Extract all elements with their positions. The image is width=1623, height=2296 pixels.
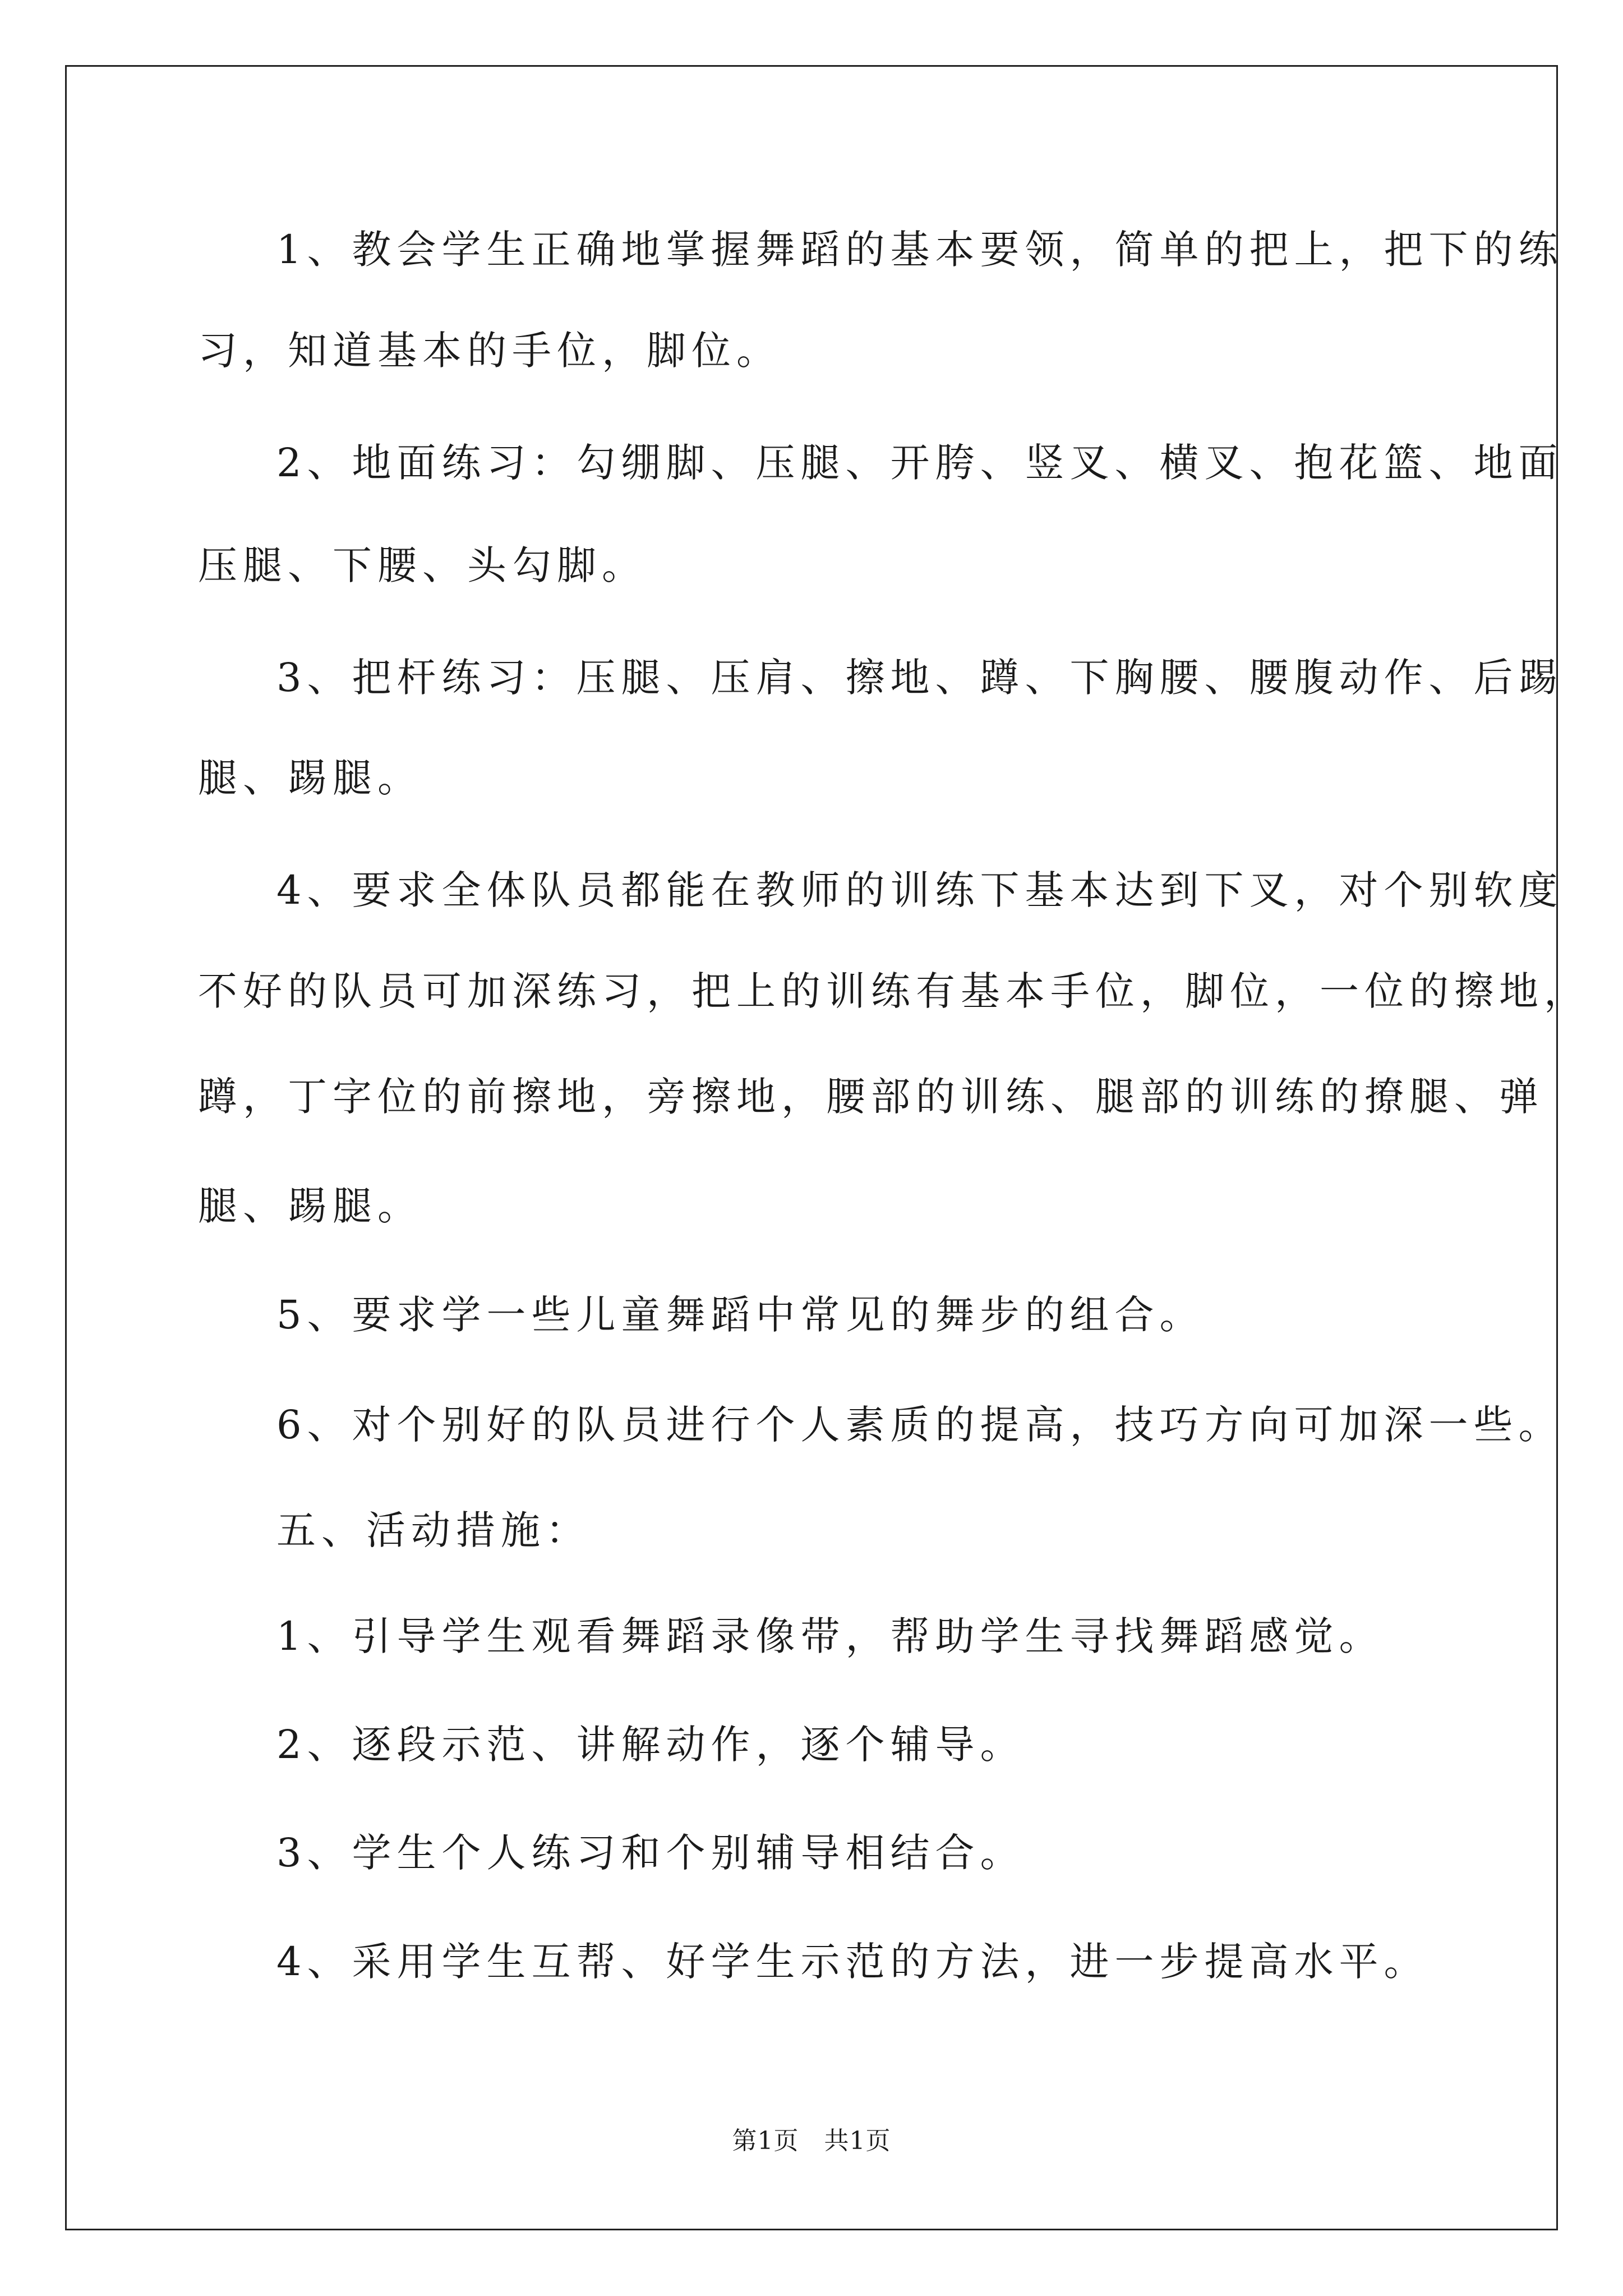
measure-2: 2、逐段示范、讲解动作，逐个辅导。 — [276, 1722, 1025, 1768]
measure-4: 4、采用学生互帮、好学生示范的方法，进一步提高水平。 — [276, 1939, 1429, 1985]
measure-3: 3、学生个人练习和个别辅导相结合。 — [276, 1830, 1025, 1876]
paragraph-4-line-3: 蹲，丁字位的前擦地，旁擦地，腰部的训练、腿部的训练的撩腿、弹 — [198, 1074, 1544, 1120]
paragraph-6-line-1: 6、对个别好的队员进行个人素质的提高，技巧方向可加深一些。 — [276, 1402, 1564, 1448]
paragraph-4-line-4: 腿、踢腿。 — [198, 1183, 422, 1229]
page-border — [65, 65, 1558, 2230]
paragraph-3-line-1: 3、把杆练习：压腿、压肩、擦地、蹲、下胸腰、腰腹动作、后踢 — [276, 655, 1564, 701]
measure-1: 1、引导学生观看舞蹈录像带，帮助学生寻找舞蹈感觉。 — [276, 1613, 1384, 1659]
section-heading: 五、活动措施： — [276, 1507, 591, 1553]
paragraph-2-line-1: 2、地面练习：勾绷脚、压腿、开胯、竖叉、横叉、抱花篮、地面 — [276, 440, 1564, 486]
paragraph-3-line-2: 腿、踢腿。 — [198, 755, 422, 801]
paragraph-1-line-2: 习，知道基本的手位，脚位。 — [198, 328, 781, 374]
paragraph-2-line-2: 压腿、下腰、头勾脚。 — [198, 542, 647, 588]
paragraph-5-line-1: 5、要求学一些儿童舞蹈中常见的舞步的组合。 — [276, 1292, 1205, 1338]
paragraph-4-line-2: 不好的队员可加深练习，把上的训练有基本手位，脚位，一位的擦地， — [198, 968, 1589, 1014]
paragraph-4-line-1: 4、要求全体队员都能在教师的训练下基本达到下叉，对个别软度 — [276, 867, 1564, 913]
paragraph-1-line-1: 1、教会学生正确地掌握舞蹈的基本要领，简单的把上，把下的练 — [276, 227, 1564, 273]
page-number-footer: 第1页 共1页 — [732, 2127, 891, 2155]
